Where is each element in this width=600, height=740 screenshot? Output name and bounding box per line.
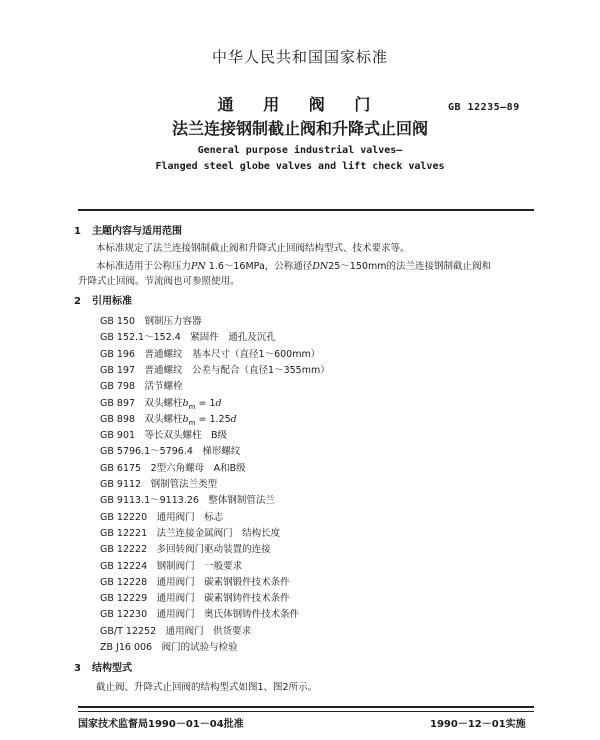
title-line-2: 法兰连接钢制截止阀和升降式止回阀 <box>171 119 428 138</box>
issuing-organization: 中华人民共和国国家标准 <box>211 48 388 66</box>
section-1-paragraph-1: 本标准规定了法兰连接钢制截止阀和升降式止回阀结构型式、技术要求等。 <box>96 243 410 254</box>
section-2-number: 2 <box>74 296 81 307</box>
section-1-heading <box>74 222 182 237</box>
standard-number: GB 12235—89 <box>448 102 520 113</box>
section-1-paragraph-2 <box>96 258 491 272</box>
text-run: 本标准适用于公称压力 <box>96 261 192 272</box>
english-title-line-1: General purpose industrial valves— <box>197 145 403 156</box>
reference-item: GB 12222 多回转阀门驱动装置的连接 <box>100 544 271 556</box>
section-1-number: 1 <box>74 226 81 237</box>
footer-divider-thick <box>78 706 534 708</box>
text-run: 1.6～16MPa，公称通径 <box>205 261 313 272</box>
reference-item: GB 897 双头螺柱$b_m = 1d$ <box>100 397 222 411</box>
section-3-number: 3 <box>74 663 81 675</box>
title-line-1: 通 用 阀 门 <box>217 95 383 114</box>
reference-item: GB 901 等长双头螺柱 B级 <box>100 430 228 442</box>
symbol-pn: PN <box>191 261 206 272</box>
reference-item: GB 5796.1～5796.4 梯形螺纹 <box>100 446 241 458</box>
reference-item: GB 12221 法兰连接金属阀门 结构长度 <box>100 527 281 539</box>
section-2-title: 引用标准 <box>92 296 132 307</box>
reference-item: GB 9113.1～9113.26 整体钢制管法兰 <box>100 495 275 507</box>
reference-item: GB 150 钢制压力容器 <box>100 316 202 327</box>
section-3-title: 结构型式 <box>92 663 132 675</box>
text-run: 25～150mm的法兰连接钢制截止阀和 <box>328 261 491 272</box>
reference-item: GB 9112 钢制管法兰类型 <box>100 479 218 490</box>
symbol-dn: DN <box>312 261 329 272</box>
reference-item: GB 12220 通用阀门 标志 <box>100 511 224 523</box>
reference-item: ZB J16 006 阀门的试验与检验 <box>100 642 238 653</box>
reference-item: GB 196 普通螺纹 基本尺寸（直径1～600mm） <box>100 348 321 360</box>
approval-date: 国家技术监督局1990－01－04批准 <box>78 719 244 730</box>
section-3-heading <box>74 659 132 674</box>
reference-item: GB 12230 通用阀门 奥氏体钢铸件技术条件 <box>100 609 300 621</box>
reference-item: GB 152.1～152.4 紧固件 通孔及沉孔 <box>100 332 276 344</box>
reference-item: GB 6175 2型六角螺母 A和B级 <box>100 462 246 474</box>
reference-item: GB 12228 通用阀门 碳素钢锻件技术条件 <box>100 576 290 588</box>
english-title-line-2: Flanged steel globe valves and lift check valves <box>155 161 445 172</box>
reference-item: GB/T 12252 通用阀门 供货要求 <box>100 625 252 637</box>
reference-item: GB 12229 通用阀门 碳素钢铸件技术条件 <box>100 593 290 605</box>
reference-item: GB 798 活节螺栓 <box>100 381 183 393</box>
section-3-paragraph-1: 截止阀、升降式止回阀的结构型式如图1、图2所示。 <box>96 682 318 694</box>
footer-divider-thin <box>78 711 534 712</box>
section-1-title: 主题内容与适用范围 <box>92 226 182 237</box>
section-1-paragraph-2-continued: 升降式止回阀。节流阀也可参照使用。 <box>78 276 240 287</box>
reference-item: GB 197 普通螺纹 公差与配合（直径1～355mm） <box>100 364 330 376</box>
section-2-heading <box>74 292 132 307</box>
reference-item: GB 898 双头螺柱$b_m = 1.25d$ <box>100 413 237 427</box>
implementation-date: 1990－12－01实施 <box>430 719 526 730</box>
reference-item: GB 12224 钢制阀门 一般要求 <box>100 560 243 572</box>
header-divider <box>78 209 534 211</box>
